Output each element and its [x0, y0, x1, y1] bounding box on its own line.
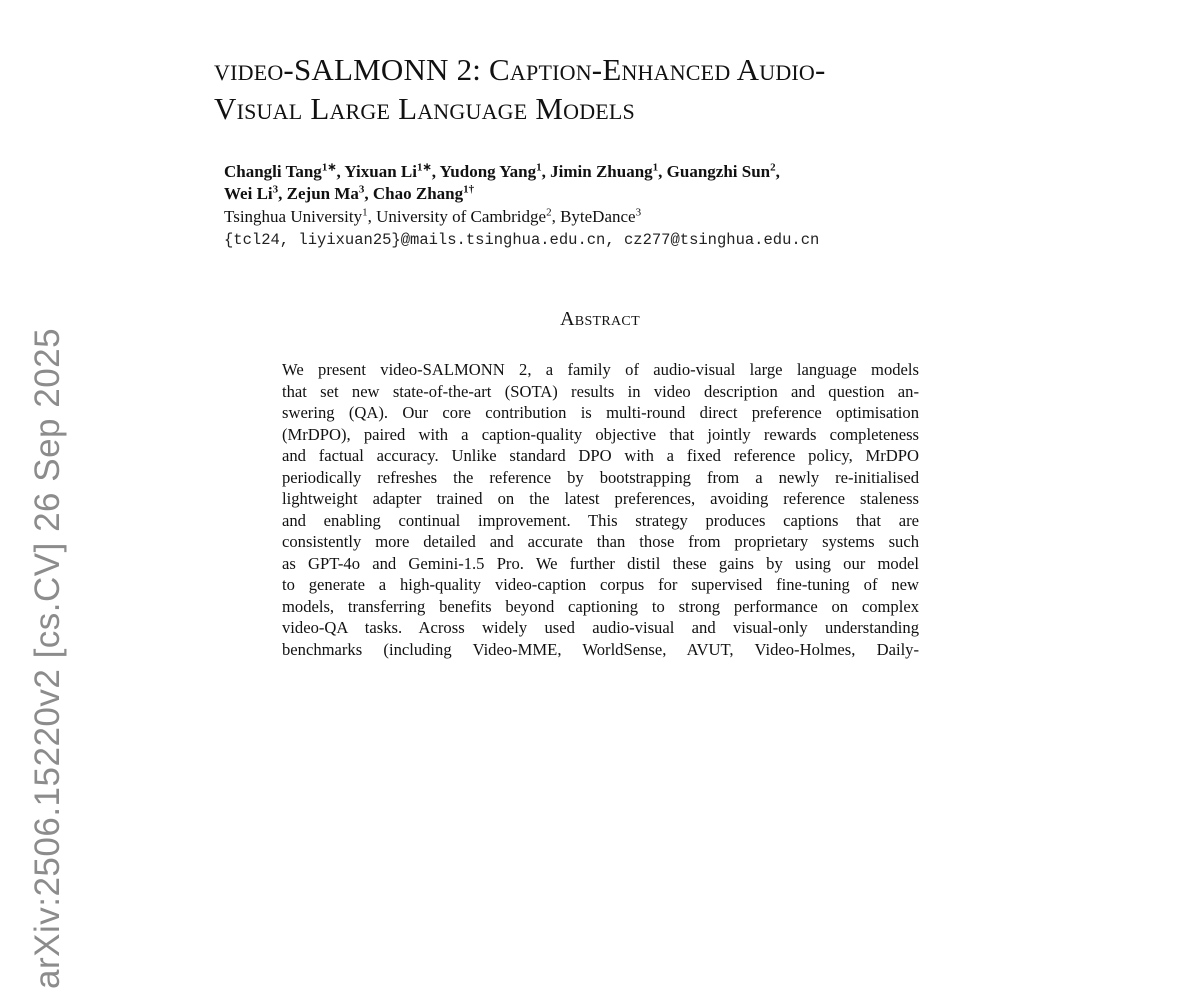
author-name: Wei Li$^3$ — [224, 183, 279, 203]
affiliation: University of Cambridge$^2$ — [376, 206, 552, 226]
author-emails[interactable]: {tcl24, liyixuan25}@mails.tsinghua.edu.cn, cz277@tsinghua.edu.cn — [224, 231, 820, 249]
abstract-line: periodically refreshes the reference by bootstrapping from a newly re-initialised — [282, 467, 919, 487]
author-name: Chao Zhang$^{1\dagger}$ — [372, 183, 475, 203]
abstract-line: consistently more detailed and accurate than those from proprietary systems such — [282, 532, 919, 551]
abstract-line: lightweight adapter trained on the latest preferences, avoiding reference staleness — [282, 489, 919, 508]
abstract-line: to generate a high-quality video-caption corpus for supervised fine-tuning of new — [282, 575, 919, 594]
author-name: Jimin Zhuang$^1$ — [550, 161, 659, 181]
abstract-heading: Abstract — [560, 308, 640, 330]
abstract-line: video-QA tasks. Across widely used audio-visual and visual-only understanding — [282, 618, 919, 637]
abstract-line: that set new state-of-the-art (SOTA) results in video description and question an- — [282, 381, 919, 401]
paper-title — [214, 50, 826, 128]
abstract-line: and factual accuracy. Unlike standard DPO with a fixed reference policy, MrDPO — [282, 446, 919, 465]
affiliations: Tsinghua University$^1$, University of Cambridge$^2$, ByteDance$^3$ — [224, 206, 642, 226]
author-name: Yudong Yang$^1$ — [439, 161, 542, 181]
author-list — [224, 161, 780, 205]
author-name: Zejun Ma$^3$ — [286, 183, 365, 203]
paper-title-line-2: Visual Large Language Models — [214, 91, 635, 126]
abstract-line: as GPT-4o and Gemini-1.5 Pro. We further distil these gains by using our model — [282, 553, 919, 573]
affiliation: Tsinghua University$^1$ — [224, 206, 368, 226]
abstract-line: and enabling continual improvement. This strategy produces captions that are — [282, 510, 919, 530]
author-name: Changli Tang$^{1∗}$ — [224, 161, 337, 181]
author-line-1: Changli Tang$^{1∗}$, Yixuan $Li^{1∗}$, Yudong Yang$^1$, Jimin Zhuang$^1$, Guangzhi Sun$^2$, — [224, 161, 780, 181]
author-name: Yixuan $Li^{1∗}$ — [344, 161, 432, 181]
abstract-body — [282, 359, 919, 660]
abstract-line: (MrDPO), paired with a caption-quality objective that jointly rewards completeness — [282, 424, 919, 444]
affiliation: ByteDance$^3$ — [560, 206, 642, 226]
author-line-2: Wei Li$^3$, Zejun Ma$^3$, Chao Zhang$^{1\dagger}$ — [224, 183, 475, 203]
abstract-line: models, transferring benefits beyond captioning to strong performance on complex — [282, 596, 919, 616]
arxiv-stamp-container — [28, 320, 72, 989]
paper-title-line-1: video-SALMONN 2: Caption-Enhanced Audio- — [214, 52, 826, 87]
abstract-line: swering (QA). Our core contribution is multi-round direct preference optimisation — [282, 403, 919, 422]
abstract-line: We present video-SALMONN 2, a family of audio-visual large language models — [282, 360, 919, 379]
arxiv-stamp: arXiv:2506.15220v2 [cs.CV] 26 Sep 2025 — [28, 327, 67, 989]
author-name: Guangzhi Sun$^2$ — [666, 161, 776, 181]
abstract-line: benchmarks (including Video-MME, WorldSense, AVUT, Video-Holmes, Daily- — [282, 639, 919, 659]
